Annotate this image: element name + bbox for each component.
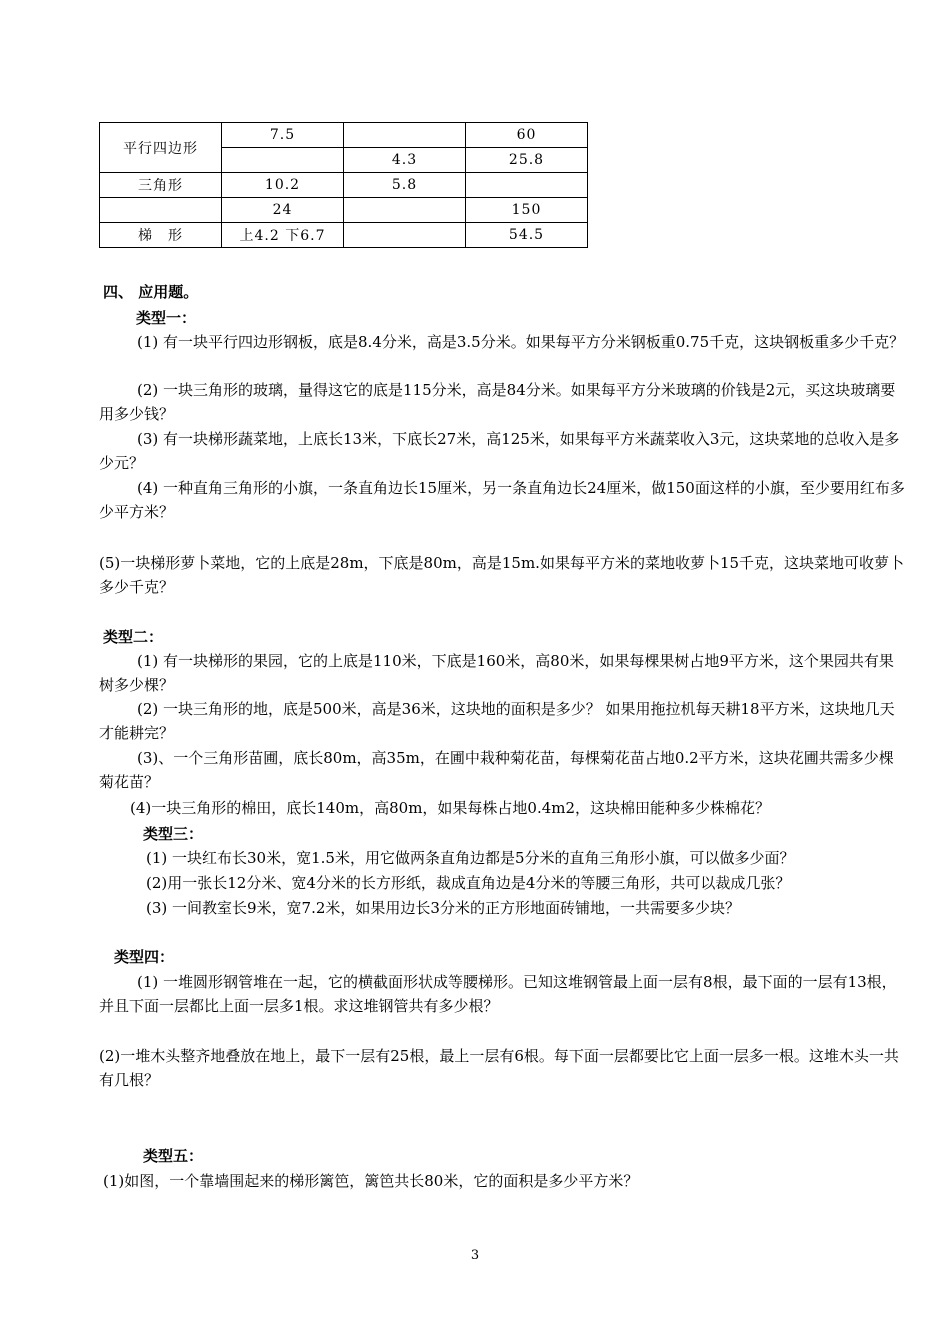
question-text: (5)一块梯形萝卜菜地，它的上底是28m，下底是80m，高是15m.如果每平方米的菜地收萝卜15千克，这块菜地可收萝卜多少千克？ — [99, 554, 905, 596]
type-heading: 类型二： — [103, 628, 164, 646]
question-text: (3) 有一块梯形蔬菜地，上底长13米，下底长27米，高125米，如果每平方米蔬菜收入3元，这块菜地的总收入是多少元？ — [99, 430, 900, 472]
question-text: (3)、一个三角形苗圃，底长80m，高35m，在圃中栽种菊花苗，每棵菊花苗占地0.2平方米，这块花圃共需多少棵菊花苗？ — [99, 749, 894, 791]
type-heading: 类型一： — [136, 309, 197, 327]
question-text: (2) 一块三角形的地，底是500米，高是36米，这块地的面积是多少？ 如果用拖拉机每天耕18平方米，这块地几天才能耕完？ — [99, 700, 895, 742]
type-heading: 类型三： — [143, 825, 204, 843]
table-cell: 上4.2 下6.7 — [222, 223, 344, 248]
question-text: (4) 一种直角三角形的小旗，一条直角边长15厘米，另一条直角边长24厘米，做150面这样的小旗，至少要用红布多少平方米？ — [99, 479, 905, 521]
question-text: (1)如图，一个靠墙围起来的梯形篱笆，篱笆共长80米，它的面积是多少平方米？ — [103, 1172, 639, 1190]
question-text: (3) 一间教室长9米，宽7.2米，如果用边长3分米的正方形地面砖铺地，一共需要多少块？ — [146, 899, 740, 917]
table-cell — [344, 198, 466, 223]
type-heading: 类型四： — [114, 948, 175, 966]
table-cell — [344, 223, 466, 248]
table-cell: 150 — [466, 198, 588, 223]
table-cell — [100, 198, 222, 223]
shape-data-table — [99, 122, 588, 248]
table-cell: 三角形 — [100, 173, 222, 198]
table-cell: 10.2 — [222, 173, 344, 198]
section-heading: 四、 应用题。 — [103, 283, 199, 301]
table-cell — [344, 123, 466, 148]
question-text: (1) 一堆圆形钢管堆在一起，它的横截面形状成等腰梯形。已知这堆钢管最上面一层有8根，最下面的一层有13根，并且下面一层都比上面一层多1根。求这堆钢管共有多少根？ — [99, 973, 897, 1015]
table-cell: 25.8 — [466, 148, 588, 173]
table-row — [100, 173, 588, 198]
table-row — [100, 123, 588, 148]
table-cell: 24 — [222, 198, 344, 223]
table-cell: 4.3 — [344, 148, 466, 173]
table-cell: 7.5 — [222, 123, 344, 148]
page-number: 3 — [470, 1248, 480, 1263]
table-cell — [466, 173, 588, 198]
type-heading: 类型五： — [143, 1147, 204, 1165]
question-text: (1) 一块红布长30米，宽1.5米，用它做两条直角边都是5分米的直角三角形小旗，可以做多少面？ — [146, 849, 795, 867]
table-row — [100, 198, 588, 223]
question-text: (4)一块三角形的棉田，底长140m，高80m，如果每株占地0.4m2，这块棉田能种多少株棉花？ — [130, 799, 771, 817]
question-text: (1) 有一块梯形的果园，它的上底是110米，下底是160米，高80米，如果每棵果树占地9平方米，这个果园共有果树多少棵？ — [99, 652, 894, 694]
table-cell: 60 — [466, 123, 588, 148]
table-cell: 平行四边形 — [100, 123, 222, 173]
question-text: (1) 有一块平行四边形钢板，底是8.4分米，高是3.5分米。如果每平方分米钢板重0.75千克，这块钢板重多少千克？ — [137, 333, 905, 351]
table-cell — [222, 148, 344, 173]
question-text: (2)一堆木头整齐地叠放在地上，最下一层有25根，最上一层有6根。每下面一层都要比它上面一层多一根。这堆木头一共有几根？ — [99, 1047, 899, 1089]
table-cell: 54.5 — [466, 223, 588, 248]
table-cell: 5.8 — [344, 173, 466, 198]
table-row — [100, 223, 588, 248]
table-cell: 梯 形 — [100, 223, 222, 248]
question-text: (2) 一块三角形的玻璃，量得这它的底是115分米，高是84分米。如果每平方分米玻璃的价钱是2元，买这块玻璃要用多少钱？ — [99, 381, 896, 423]
question-text: (2)用一张长12分米、宽4分米的长方形纸，裁成直角边是4分米的等腰三角形，共可以裁成几张？ — [146, 874, 791, 892]
